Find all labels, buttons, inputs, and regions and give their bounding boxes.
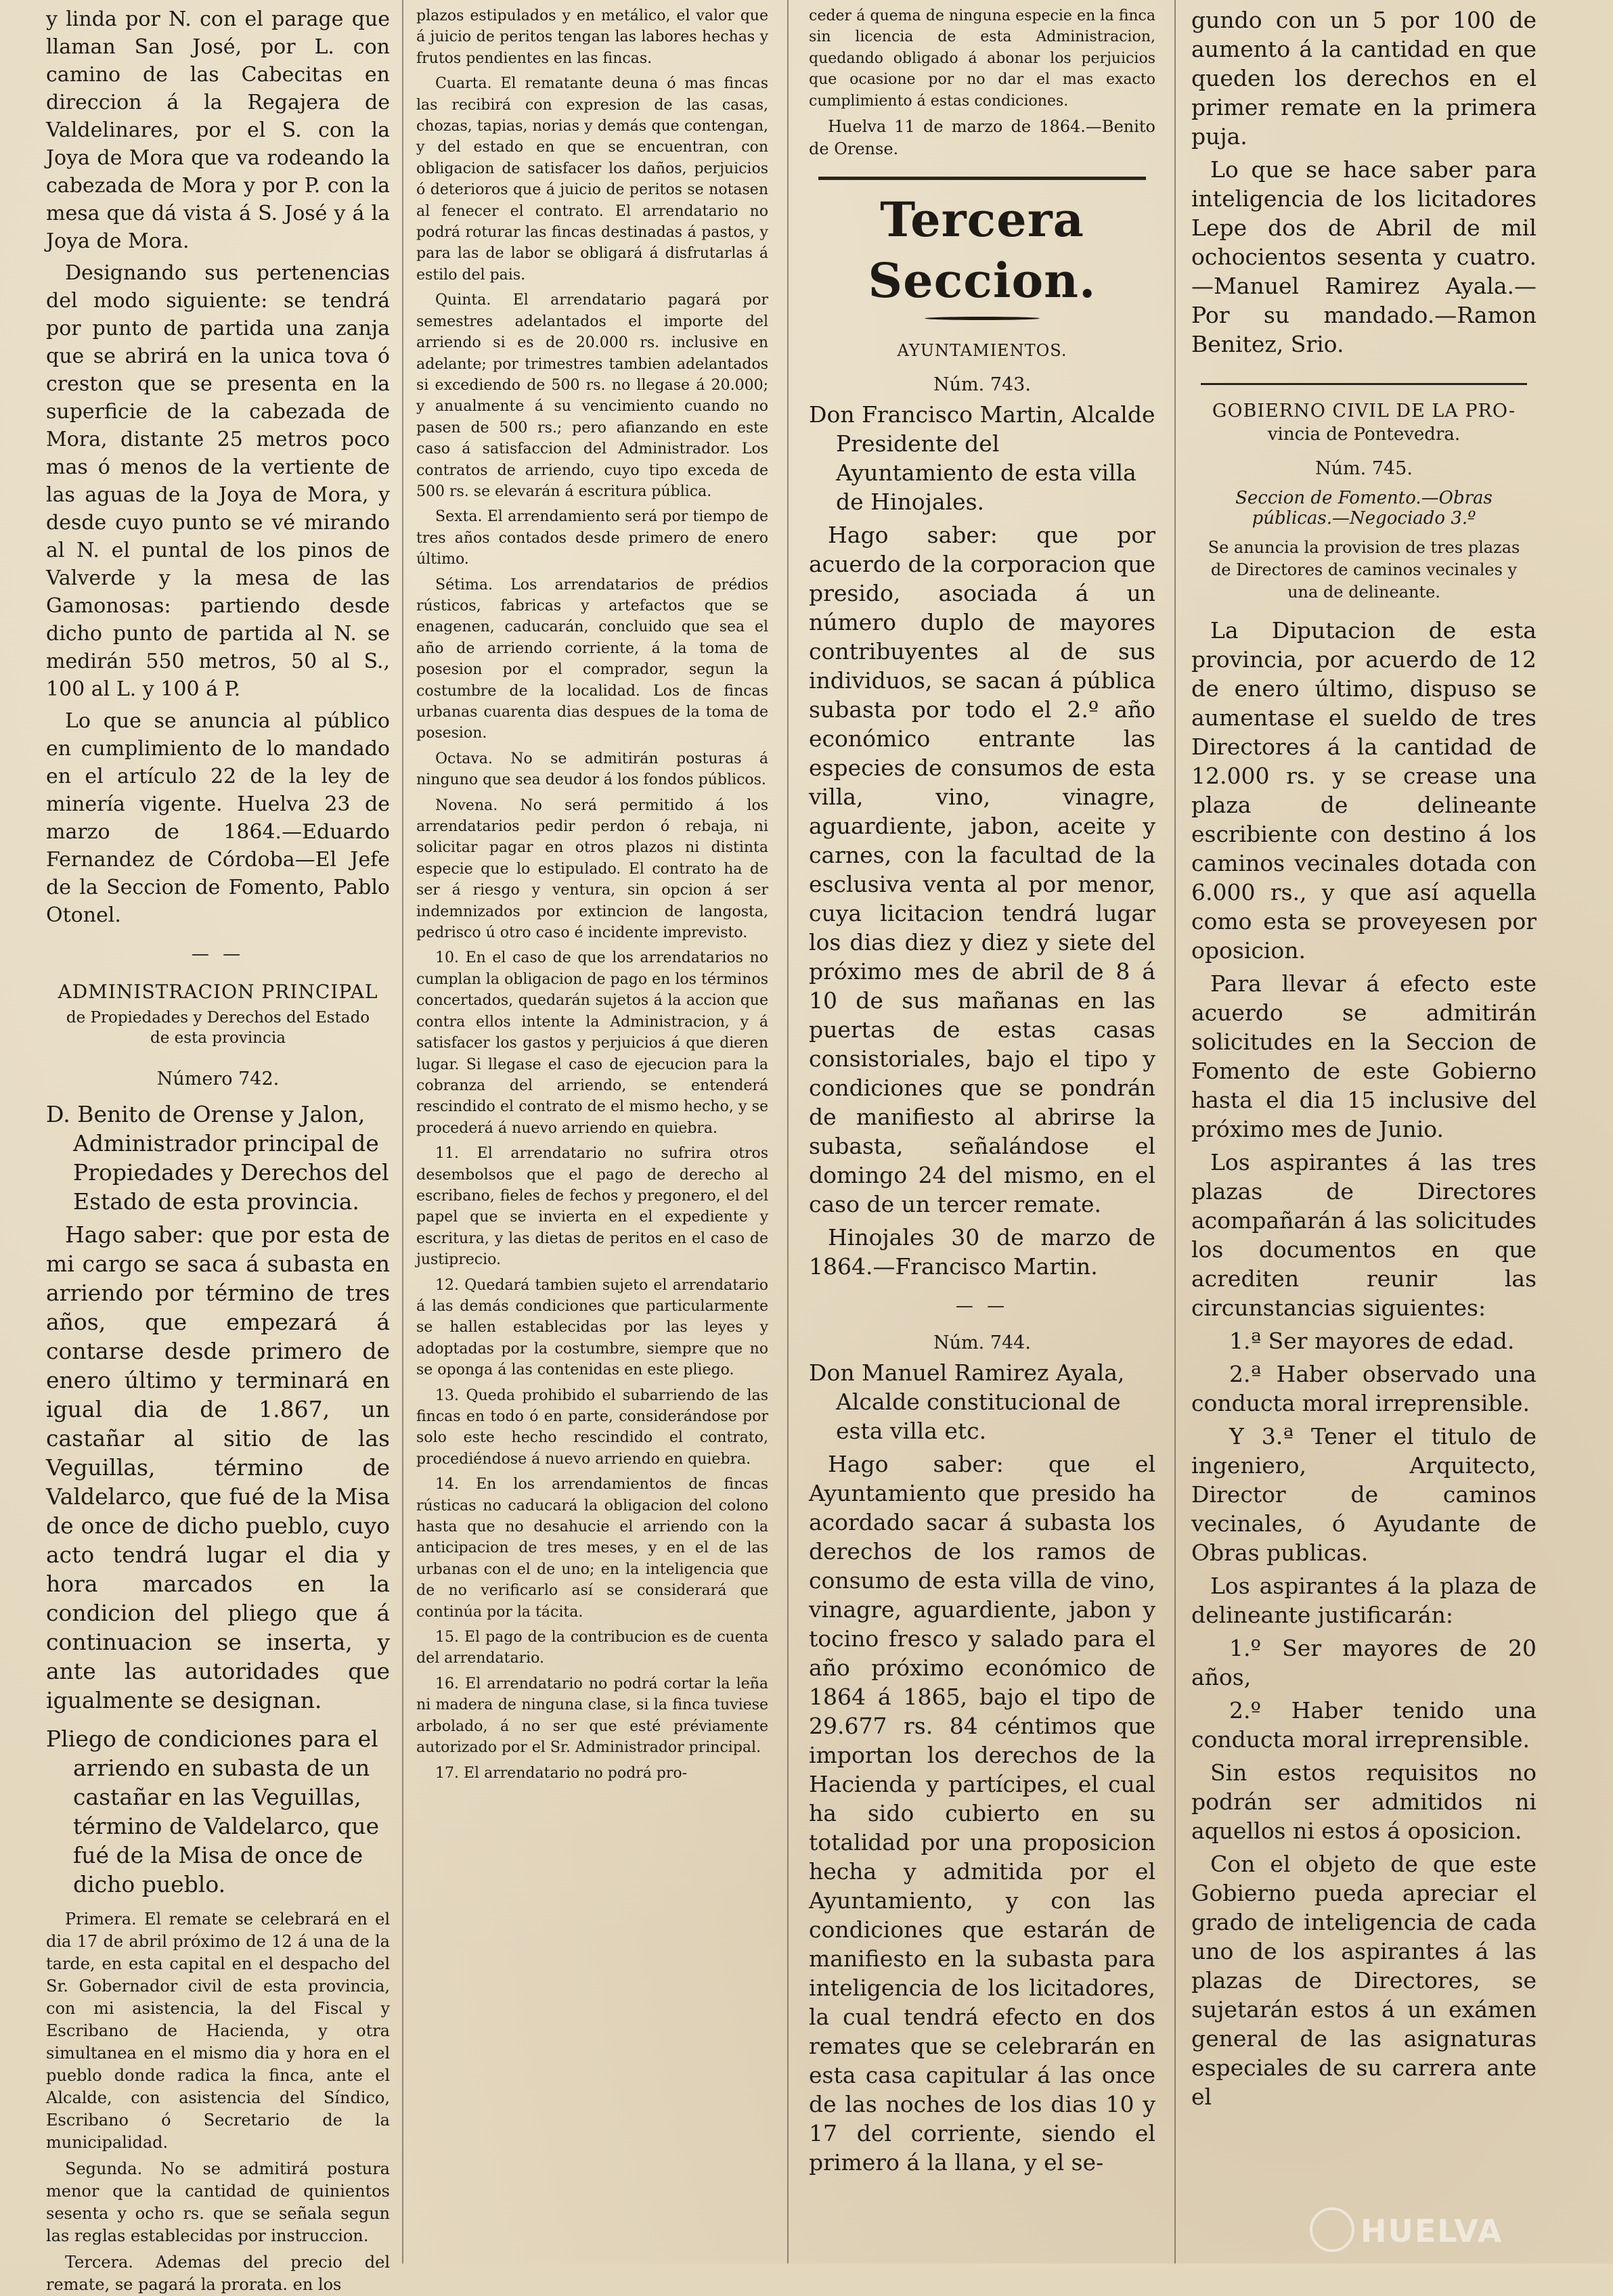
gobierno-heading: GOBIERNO CIVIL DE LA PRO- xyxy=(1212,401,1516,422)
pliego-heading: Pliego de condiciones para el arriendo en subasta de un castañar en las Veguillas, término de Valdelarco, que fué de la Misa de once de dicho pueblo. xyxy=(46,1726,380,1897)
condition-17: 17. El arrendatario no podrá pro- xyxy=(435,1764,688,1782)
notice-number-745: Núm. 745. xyxy=(1315,458,1413,479)
fomento-heading: Seccion de Fomento.—Obras públicas.—Negociado 3.º xyxy=(1235,488,1493,528)
diputacion-text: La Diputacion de esta provincia, por acuerdo de 12 de enero último, dispuso se aumentase el sueldo de tres Directores á la cantidad de 12.000 rs. y se crease una plaza de delineante escribiente con destino á los caminos vecinales dotada con 6.000 rs., y que así aquella como esta se proveyesen por oposicion. xyxy=(1191,617,1537,964)
column-2 xyxy=(416,5,768,2259)
condition-15: 15. El pago de la contribucion es de cuenta del arrendatario. xyxy=(416,1629,768,1667)
admin-heading: ADMINISTRACION PRINCIPAL xyxy=(58,981,378,1003)
admin-subheading: de Propiedades y Derechos del Estado de esta provincia xyxy=(66,1009,370,1047)
condition-14: 14. En los arrendamientos de fincas rústicas no caducará la obligacion del colono hasta que no desahucie el arriendo con la anticipacion de tres meses, y en el de las urbanas con el de uno; en la inteligencia que de no verificarlo así se considerará que continúa por la tácita. xyxy=(416,1476,768,1621)
ayuntamientos-heading: AYUNTAMIENTOS. xyxy=(897,341,1067,361)
condition-sexta: Sexta. El arrendamiento será por tiempo de tres años contados desde primero de enero último. xyxy=(416,508,768,568)
column-rule xyxy=(1174,0,1176,2264)
delineante-req-2: 2.º Haber tenido una conducta moral irreprensible. xyxy=(1191,1697,1537,1753)
separator-dash: — — xyxy=(191,944,245,964)
column-4 xyxy=(1191,5,1537,2259)
ayala-notice-cont: gundo con un 5 por 100 de aumento á la cantidad en que queden los derechos en el primer remate en la primera puja. xyxy=(1191,7,1537,150)
notice-number-742: Número 742. xyxy=(156,1068,280,1089)
condition-cuarta: Cuarta. El rematante deuna ó mas fincas las recibirá con expresion de las casas, chozas, tapias, norias y demás que contengan, y del estado en que se encuentran, con obligacion de satisfacer los daños, perjuicios ó deterioros que á juicio de peritos se notasen al fenecer el contrato. El arrendatario no podrá roturar las fincas destinadas á pastos, y para las de labor se obligará á disfrutarlas á estilo del pais. xyxy=(416,75,768,284)
condition-octava: Octava. No se admitirán posturas á ninguno que sea deudor á los fondos públicos. xyxy=(416,750,768,789)
condition-13: 13. Queda prohibido el subarriendo de las fincas en todo ó en parte, considerándose por solo este hecho rescindido el contrato, procediéndose á nuevo arriendo en quiebra. xyxy=(416,1387,768,1468)
condition-11: 11. El arrendatario no sufrira otros desembolsos que el pago de derecho al escribano, fieles de fechos y pregonero, el del papel que se invierta en el expediente y escritura, y las dietas de peritos en el caso de justiprecio. xyxy=(416,1145,768,1269)
aspirantes-text: Los aspirantes á las tres plazas de Directores acompañarán á las solicitudes los documentos en que acrediten reunir las circunstancias siguientes: xyxy=(1191,1149,1537,1321)
condition-quinta: Quinta. El arrendatario pagará por semestres adelantados el importe del arriendo si es de 20.000 rs. inclusive en adelante; por trimestres tambien adelantados si excediendo de 500 rs. no llegase á 20.000; y anualmente á su vencimiento cuando no pasen de 500 rs.; pero afianzando en este caso á satisfaccion del Administrador. Los contratos de arriendo, cuyo tipo exceda de 500 rs. se elevarán á escritura pública. xyxy=(416,292,768,500)
gobierno-subheading: vincia de Pontevedra. xyxy=(1267,424,1461,445)
condition-tercera-cont: plazos estipulados y en metálico, el valor que á juicio de peritos tengan las labores hechas y frutos pendientes en las fincas. xyxy=(416,7,768,67)
mine-announcement-text: Lo que se anuncia al público en cumplimiento de lo mandado en el artículo 22 de la ley de minería vigente. Huelva 23 de marzo de 1864.—Eduardo Fernandez de Córdoba—El Jefe de la Seccion de Fomento, Pablo Otonel. xyxy=(46,709,390,927)
condition-12: 12. Quedará tambien sujeto el arrendatario á las demás condiciones que particularmente se hallen establecidas por las leyes y adoptadas por la costumbre, siempre que no se oponga á las contenidas en este pliego. xyxy=(416,1276,768,1379)
condition-primera: Primera. El remate se celebrará en el dia 17 de abril próximo de 12 á una de la tarde, en esta capital en el despacho del Sr. Gobernador civil de esta provincia, con mi asistencia, la del Fiscal y Escribano de Hacienda, y otra simultanea en el mismo dia y hora en el pueblo donde radica la finca, ante el Alcalde, con asistencia del Síndico, Escribano ó Secretario de la municipalidad. xyxy=(46,1910,390,2152)
condition-17-cont: ceder á quema de ninguna especie en la finca sin licencia de esta Administracion, quedando obligado á abonar los perjuicios que ocasione por no dar el mas exacto cumplimiento á estas condiciones. xyxy=(809,7,1155,110)
martin-heading: Don Francisco Martin, Alcalde Presidente del Ayuntamiento de esta villa de Hinojales. xyxy=(809,401,1155,516)
watermark-seal-icon xyxy=(1310,2207,1354,2252)
ornament xyxy=(809,311,1155,324)
benito-notice: Hago saber: que por esta de mi cargo se saca á subasta en arriendo por término de tres años, que empezará á contarse desde primero de enero último y terminará en igual dia de 1.867, un castañar al sitio de las Veguillas, término de Valdelarco, que fué de la Misa de once de dicho pueblo, cuyo acto tendrá lugar el dia y hora marcados en la condicion del pliego que á continuacion se inserta, y ante las autoridades que igualmente se designan. xyxy=(46,1221,390,1713)
mine-boundary-text: y linda por N. con el parage que llaman San José, por L. con camino de las Cabecitas en direccion á la Regajera de Valdelinares, por el S. con la Joya de Mora que va rodeando la cabezada de Mora y por P. con la mesa que dá vista á S. José y á la Joya de Mora. xyxy=(46,7,390,253)
column-rule xyxy=(402,0,403,2264)
delineante-req-1: 1.º Ser mayores de 20 años, xyxy=(1191,1635,1537,1690)
section-title: Tercera Seccion. xyxy=(868,192,1097,309)
column-3 xyxy=(809,5,1155,2259)
ayala-heading: Don Manuel Ramirez Ayala, Alcalde constitucional de esta villa etc. xyxy=(809,1359,1125,1445)
delineante-text: Los aspirantes á la plaza de delineante justificarán: xyxy=(1191,1573,1537,1628)
column-1 xyxy=(46,5,390,2294)
condition-septima: Sétima. Los arrendatarios de prédios rústicos, fabricas y artefactos que se enagenen, caducarán, concluido que sea el año de arriendo corriente, á la toma de posesion por el comprador, segun la costumbre de la localidad. Los de fincas urbanas cuarenta dias despues de la toma de posesion. xyxy=(416,576,768,742)
requirement-3: Y 3.ª Tener el titulo de ingeniero, Arquitecto, Director de caminos vecinales, ó Ayudante de Obras publicas. xyxy=(1191,1423,1537,1566)
requirement-1: 1.ª Ser mayores de edad. xyxy=(1229,1328,1515,1354)
condition-novena: Novena. No será permitido á los arrendatarios pedir perdon ó rebaja, ni solicitar pagar en otros plazos ni distinta especie que lo estipulado. El contrato ha de ser á riesgo y ventura, sin opcion á ser indemnizados por extincion de langosta, pedrisco ú otro caso é incidente imprevisto. xyxy=(416,796,768,942)
solicitudes-text: Para llevar á efecto este acuerdo se admitirán solicitudes en la Seccion de Fomento de este Gobierno hasta el dia 15 inclusive del próximo mes de Junio. xyxy=(1191,970,1537,1142)
section-rule xyxy=(818,177,1146,180)
requisitos-text: Sin estos requisitos no podrán ser admitidos ni aquellos ni estos á oposicion. xyxy=(1191,1759,1537,1844)
notice-number-744: Núm. 744. xyxy=(933,1332,1031,1354)
ayala-signature: Lo que se hace saber para inteligencia de los licitadores Lepe dos de Abril de mil ochocientos sesenta y cuatro. —Manuel Ramirez Ayala.— Por su mandado.—Ramon Benitez, Srio. xyxy=(1191,156,1537,357)
ayala-notice: Hago saber: que el Ayuntamiento que presido ha acordado sacar á subasta los derechos de los ramos de consumo de esta villa de vino, vinagre, aguardiente, jabon y tocino fresco y salado para el año próximo económico de 1864 á 1865, bajo el tipo de 29.677 rs. 84 céntimos que importan los derechos de la Hacienda y partícipes, el cual ha sido cubierto en su totalidad por una proposicion hecha y admitida por el Ayuntamiento, y con las condiciones que estarán de manifiesto en la subasta para inteligencia de los licitadores, la cual tendrá efecto en dos remates que se celebrarán en esta casa capitular á las once de las noches de los dias 10 y 17 del corriente, siendo el primero á la llana, y el se- xyxy=(809,1451,1155,2176)
benito-signature: Huelva 11 de marzo de 1864.—Benito de Orense. xyxy=(809,117,1155,159)
martin-notice: Hago saber: que por acuerdo de la corporacion que presido, asociada á un número duplo de mayores contribuyentes al de sus individuos, se sacan á pública subasta por todo el 2.º año económico entrante las especies de consumos de esta villa, vino, vinagre, aguardiente, jabon, aceite y carnes, con la facultad de la esclusiva venta al por menor, cuya licitacion tendrá lugar los dias diez y diez y siete del próximo mes de abril de 8 á 10 de sus mañanas en las puertas de estas casas consistoriales, bajo el tipo y condiciones que se pondrán de manifiesto al abrirse la subasta, señalándose el domingo 24 del mismo, en el caso de un tercer remate. xyxy=(809,522,1155,1218)
column-rule xyxy=(787,0,789,2264)
mine-designation-text: Designando sus pertenencias del modo siguiente: se tendrá por punto de partida una zanja que se abrirá en la unica tova ó creston que se presenta en la superficie de la cabezada de Mora, distante 25 metros poco mas ó menos de la vertiente de las aguas de la Joya de Mora, y desde cuyo punto se vé mirando al N. el puntal de los pinos de Valverde y la mesa de las Gamonosas: partiendo desde dicho punto de partida al N. se medirán 550 metros, 50 al S., 100 al L. y 100 á P. xyxy=(46,261,390,701)
examen-text: Con el objeto de que este Gobierno pueda apreciar el grado de inteligencia de cada uno de los aspirantes á las plazas de Directores, se sujetarán estos á un exámen general de las asignaturas especiales de su carrera ante el xyxy=(1191,1851,1537,2110)
notice-rule xyxy=(1201,383,1527,385)
benito-heading: D. Benito de Orense y Jalon, Administrador principal de Propiedades y Derechos del Estado de esta provincia. xyxy=(46,1101,389,1215)
separator-dash: — — xyxy=(955,1296,1009,1317)
notice-number-743: Núm. 743. xyxy=(933,374,1031,396)
condition-tercera: Tercera. Ademas del precio del remate, se pagará la prorata. en los xyxy=(46,2253,390,2294)
martin-signature: Hinojales 30 de marzo de 1864.—Francisco Martin. xyxy=(809,1224,1155,1280)
condition-10: 10. En el caso de que los arrendatarios no cumplan la obligacion de pago en los términos concertados, quedarán sujetos á la accion que contra ellos intente la Administracion, y á satisfacer los gastos y perjuicios á que dieren lugar. Si llegase el caso de ejecucion para la cobranza del arriendo, se entenderá rescindido el contrato de el mismo hecho, y se procederá á nuevo arriendo en quiebra. xyxy=(416,949,768,1137)
watermark: HUELVA xyxy=(1361,2213,1503,2249)
requirement-2: 2.ª Haber observado una conducta moral irreprensible. xyxy=(1191,1361,1537,1416)
provision-summary: Se anuncia la provision de tres plazas de Directores de caminos vecinales y una de delineante. xyxy=(1208,538,1520,602)
condition-16: 16. El arrendatario no podrá cortar la leña ni madera de ninguna clase, si la finca tuviese arbolado, á no ser que esté préviamente autorizado por el Sr. Administrador principal. xyxy=(416,1675,768,1757)
condition-segunda: Segunda. No se admitirá postura menor que la cantidad de quinientos sesenta y ocho rs. que se señala segun las reglas establecidas por instruccion. xyxy=(46,2159,390,2245)
